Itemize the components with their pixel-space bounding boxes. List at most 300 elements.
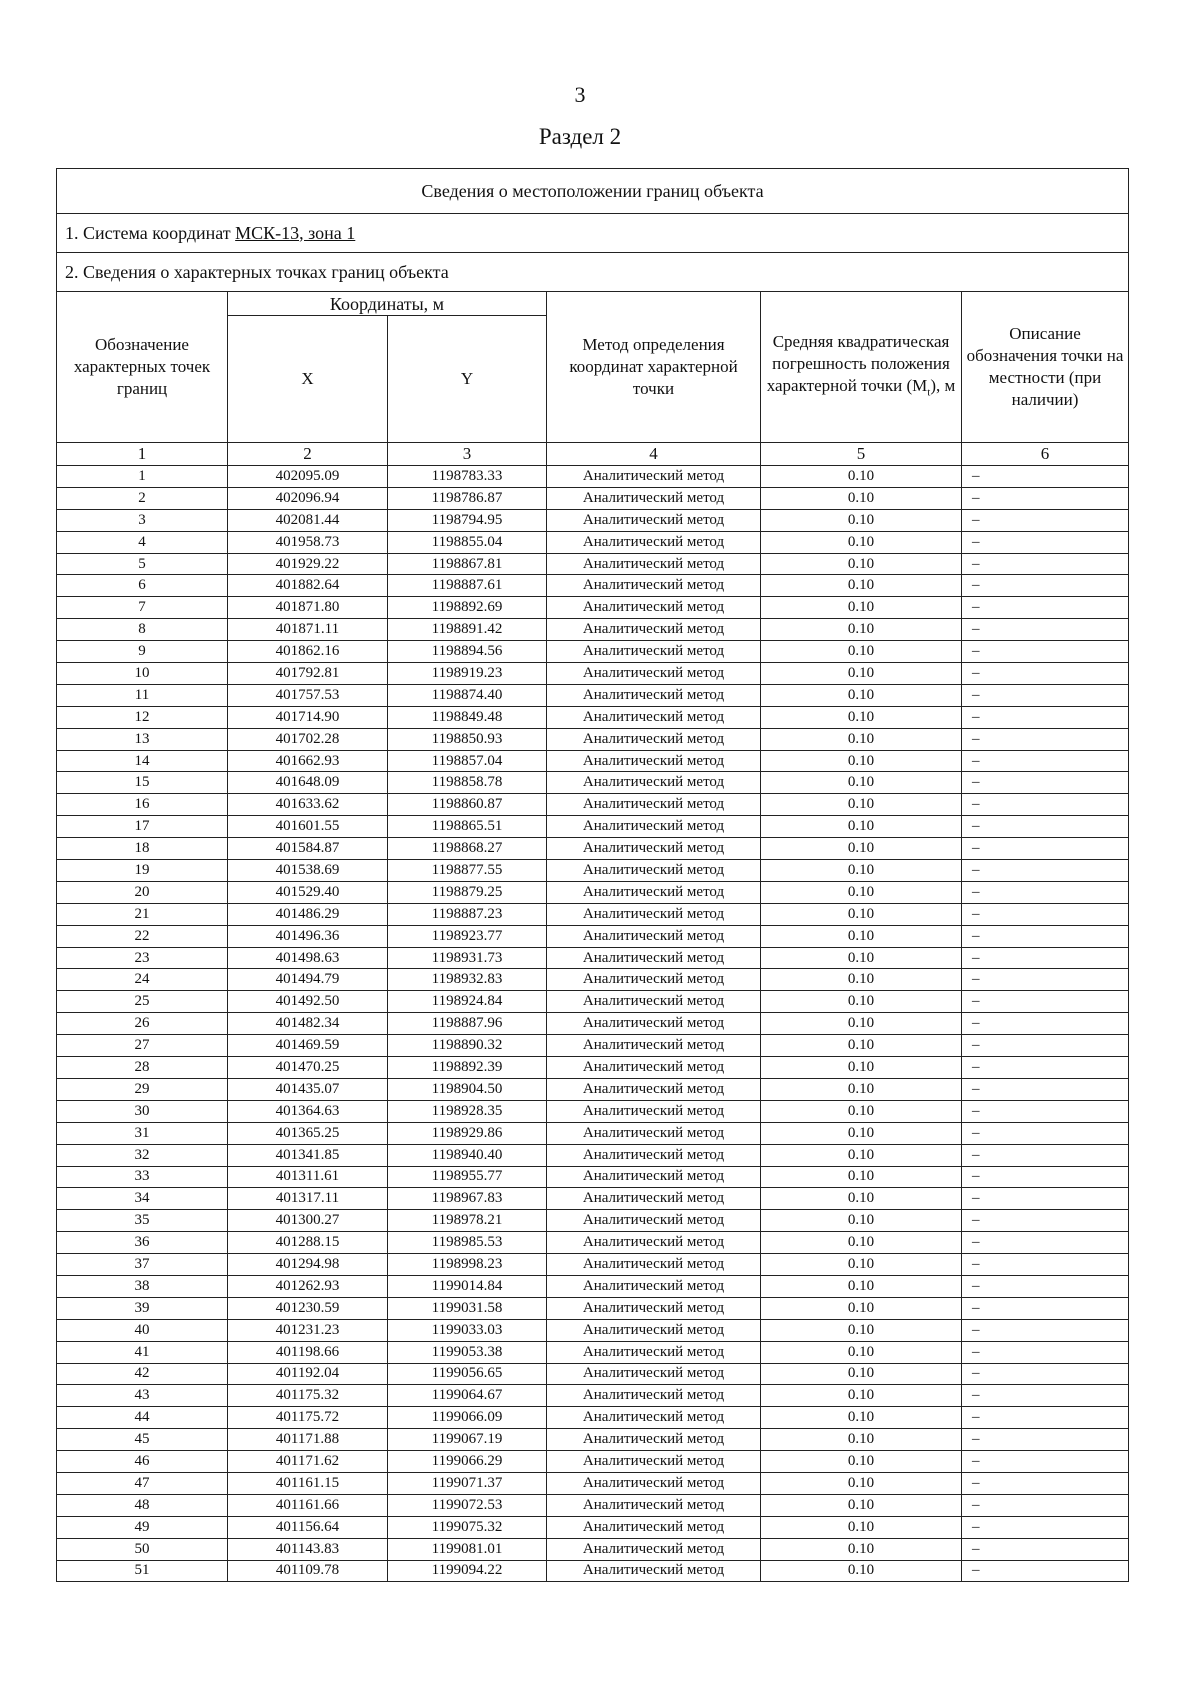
- x-cell: 401862.16: [228, 641, 388, 663]
- x-cell: 401435.07: [228, 1078, 388, 1100]
- table-row: [57, 663, 1129, 685]
- x-cell: 401311.61: [228, 1166, 388, 1188]
- table-row: [57, 531, 1129, 553]
- point-id-cell: 33: [57, 1166, 228, 1188]
- method-cell: Аналитический метод: [547, 947, 761, 969]
- method-cell: Аналитический метод: [547, 619, 761, 641]
- y-cell: 1199064.67: [388, 1385, 547, 1407]
- point-id-cell: 38: [57, 1275, 228, 1297]
- error-cell: 0.10: [761, 1451, 962, 1473]
- y-cell: 1198865.51: [388, 816, 547, 838]
- y-cell: 1199066.29: [388, 1451, 547, 1473]
- method-cell: Аналитический метод: [547, 1363, 761, 1385]
- x-cell: 402081.44: [228, 509, 388, 531]
- table-row: [57, 903, 1129, 925]
- y-cell: 1198892.39: [388, 1057, 547, 1079]
- x-cell: 401161.66: [228, 1494, 388, 1516]
- point-id-cell: 28: [57, 1057, 228, 1079]
- x-cell: 401109.78: [228, 1560, 388, 1582]
- table-row: [57, 1363, 1129, 1385]
- section-title: Раздел 2: [538, 124, 622, 149]
- x-cell: 401364.63: [228, 1100, 388, 1122]
- method-cell: Аналитический метод: [547, 925, 761, 947]
- x-cell: 401584.87: [228, 838, 388, 860]
- method-cell: Аналитический метод: [547, 684, 761, 706]
- method-cell: Аналитический метод: [547, 575, 761, 597]
- description-cell: –: [962, 947, 1129, 969]
- x-cell: 401792.81: [228, 663, 388, 685]
- error-cell: 0.10: [761, 1275, 962, 1297]
- method-cell: Аналитический метод: [547, 1254, 761, 1276]
- x-cell: 401871.11: [228, 619, 388, 641]
- table-row: [57, 619, 1129, 641]
- y-cell: 1199033.03: [388, 1319, 547, 1341]
- error-cell: 0.10: [761, 947, 962, 969]
- table-row: [57, 1122, 1129, 1144]
- point-id-cell: 13: [57, 728, 228, 750]
- x-cell: 401469.59: [228, 1035, 388, 1057]
- error-cell: 0.10: [761, 509, 962, 531]
- description-cell: –: [962, 1319, 1129, 1341]
- header-error-text: Средняя квадратическая погрешность положения характерной точки (M: [766, 331, 950, 395]
- y-cell: 1198887.61: [388, 575, 547, 597]
- x-cell: 401702.28: [228, 728, 388, 750]
- error-cell: 0.10: [761, 553, 962, 575]
- point-id-cell: 40: [57, 1319, 228, 1341]
- method-cell: Аналитический метод: [547, 838, 761, 860]
- x-cell: 401529.40: [228, 881, 388, 903]
- table-row: [57, 750, 1129, 772]
- y-cell: 1198850.93: [388, 728, 547, 750]
- info-title: Сведения о местоположении границ объекта: [57, 169, 1129, 214]
- table-row: [57, 991, 1129, 1013]
- error-cell: 0.10: [761, 1319, 962, 1341]
- x-cell: 401538.69: [228, 860, 388, 882]
- point-id-cell: 46: [57, 1451, 228, 1473]
- description-cell: –: [962, 1341, 1129, 1363]
- error-cell: 0.10: [761, 1341, 962, 1363]
- y-cell: 1198868.27: [388, 838, 547, 860]
- y-cell: 1199072.53: [388, 1494, 547, 1516]
- point-id-cell: 51: [57, 1560, 228, 1582]
- column-number: 1: [57, 443, 228, 466]
- y-cell: 1198855.04: [388, 531, 547, 553]
- error-cell: 0.10: [761, 1407, 962, 1429]
- y-cell: 1198786.87: [388, 487, 547, 509]
- point-id-cell: 16: [57, 794, 228, 816]
- column-number: 4: [547, 443, 761, 466]
- description-cell: –: [962, 509, 1129, 531]
- y-cell: 1199056.65: [388, 1363, 547, 1385]
- error-cell: 0.10: [761, 641, 962, 663]
- point-id-cell: 22: [57, 925, 228, 947]
- point-id-cell: 42: [57, 1363, 228, 1385]
- table-body: [57, 466, 1129, 1582]
- point-id-cell: 9: [57, 641, 228, 663]
- x-cell: 401470.25: [228, 1057, 388, 1079]
- error-cell: 0.10: [761, 1210, 962, 1232]
- point-id-cell: 25: [57, 991, 228, 1013]
- x-cell: 401496.36: [228, 925, 388, 947]
- table-row: [57, 925, 1129, 947]
- description-cell: –: [962, 881, 1129, 903]
- table-row: [57, 1407, 1129, 1429]
- description-cell: –: [962, 750, 1129, 772]
- point-id-cell: 15: [57, 772, 228, 794]
- point-id-cell: 29: [57, 1078, 228, 1100]
- method-cell: Аналитический метод: [547, 1122, 761, 1144]
- y-cell: 1198877.55: [388, 860, 547, 882]
- x-cell: 401498.63: [228, 947, 388, 969]
- table-row: [57, 860, 1129, 882]
- table-row: [57, 1472, 1129, 1494]
- description-cell: –: [962, 991, 1129, 1013]
- method-cell: Аналитический метод: [547, 1341, 761, 1363]
- error-cell: 0.10: [761, 1297, 962, 1319]
- x-cell: 401171.62: [228, 1451, 388, 1473]
- error-cell: 0.10: [761, 597, 962, 619]
- point-id-cell: 12: [57, 706, 228, 728]
- table-row: [57, 1275, 1129, 1297]
- table-row: [57, 1013, 1129, 1035]
- error-cell: 0.10: [761, 903, 962, 925]
- x-cell: 401662.93: [228, 750, 388, 772]
- method-cell: Аналитический метод: [547, 1232, 761, 1254]
- method-cell: Аналитический метод: [547, 1385, 761, 1407]
- x-cell: 401486.29: [228, 903, 388, 925]
- table-row: [57, 1341, 1129, 1363]
- method-cell: Аналитический метод: [547, 816, 761, 838]
- point-id-cell: 8: [57, 619, 228, 641]
- error-cell: 0.10: [761, 1494, 962, 1516]
- method-cell: Аналитический метод: [547, 860, 761, 882]
- error-cell: 0.10: [761, 1188, 962, 1210]
- x-cell: 401161.15: [228, 1472, 388, 1494]
- description-cell: –: [962, 1472, 1129, 1494]
- point-id-cell: 47: [57, 1472, 228, 1494]
- y-cell: 1198858.78: [388, 772, 547, 794]
- point-id-cell: 32: [57, 1144, 228, 1166]
- method-cell: Аналитический метод: [547, 1297, 761, 1319]
- x-cell: 401262.93: [228, 1275, 388, 1297]
- header-point: Обозначение характерных точек границ: [57, 292, 228, 443]
- method-cell: Аналитический метод: [547, 881, 761, 903]
- description-cell: –: [962, 597, 1129, 619]
- error-cell: 0.10: [761, 1472, 962, 1494]
- x-cell: 401156.64: [228, 1516, 388, 1538]
- table-row: [57, 1078, 1129, 1100]
- method-cell: Аналитический метод: [547, 1210, 761, 1232]
- y-cell: 1198923.77: [388, 925, 547, 947]
- error-cell: 0.10: [761, 487, 962, 509]
- header-y: Y: [388, 316, 547, 443]
- y-cell: 1199053.38: [388, 1341, 547, 1363]
- error-cell: 0.10: [761, 1166, 962, 1188]
- description-cell: –: [962, 684, 1129, 706]
- table-row: [57, 1254, 1129, 1276]
- y-cell: 1198929.86: [388, 1122, 547, 1144]
- description-cell: –: [962, 969, 1129, 991]
- y-cell: 1198998.23: [388, 1254, 547, 1276]
- x-cell: 401175.72: [228, 1407, 388, 1429]
- x-cell: 401175.32: [228, 1385, 388, 1407]
- error-cell: 0.10: [761, 684, 962, 706]
- y-cell: 1199071.37: [388, 1472, 547, 1494]
- y-cell: 1198874.40: [388, 684, 547, 706]
- description-cell: –: [962, 903, 1129, 925]
- description-cell: –: [962, 1538, 1129, 1560]
- description-cell: –: [962, 1516, 1129, 1538]
- error-cell: 0.10: [761, 575, 962, 597]
- method-cell: Аналитический метод: [547, 1166, 761, 1188]
- error-cell: 0.10: [761, 1560, 962, 1582]
- y-cell: 1198887.23: [388, 903, 547, 925]
- point-id-cell: 37: [57, 1254, 228, 1276]
- error-cell: 0.10: [761, 1100, 962, 1122]
- method-cell: Аналитический метод: [547, 1472, 761, 1494]
- method-cell: Аналитический метод: [547, 1407, 761, 1429]
- error-cell: 0.10: [761, 706, 962, 728]
- point-id-cell: 35: [57, 1210, 228, 1232]
- table-row: [57, 772, 1129, 794]
- description-cell: –: [962, 641, 1129, 663]
- error-cell: 0.10: [761, 1057, 962, 1079]
- point-id-cell: 4: [57, 531, 228, 553]
- description-cell: –: [962, 772, 1129, 794]
- y-cell: 1198783.33: [388, 466, 547, 488]
- point-id-cell: 36: [57, 1232, 228, 1254]
- x-cell: 401192.04: [228, 1363, 388, 1385]
- method-cell: Аналитический метод: [547, 1188, 761, 1210]
- method-cell: Аналитический метод: [547, 903, 761, 925]
- description-cell: –: [962, 663, 1129, 685]
- method-cell: Аналитический метод: [547, 991, 761, 1013]
- description-cell: –: [962, 1035, 1129, 1057]
- description-cell: –: [962, 1363, 1129, 1385]
- method-cell: Аналитический метод: [547, 1013, 761, 1035]
- table-row: [57, 728, 1129, 750]
- error-cell: 0.10: [761, 925, 962, 947]
- y-cell: 1198928.35: [388, 1100, 547, 1122]
- x-cell: 401198.66: [228, 1341, 388, 1363]
- description-cell: –: [962, 1429, 1129, 1451]
- x-cell: 401648.09: [228, 772, 388, 794]
- table-row: [57, 947, 1129, 969]
- y-cell: 1198919.23: [388, 663, 547, 685]
- column-number: 6: [962, 443, 1129, 466]
- table-row: [57, 706, 1129, 728]
- description-cell: –: [962, 1232, 1129, 1254]
- description-cell: –: [962, 838, 1129, 860]
- method-cell: Аналитический метод: [547, 1144, 761, 1166]
- y-cell: 1198890.32: [388, 1035, 547, 1057]
- header-error: [761, 292, 962, 443]
- column-number: 3: [388, 443, 547, 466]
- description-cell: –: [962, 1122, 1129, 1144]
- point-id-cell: 10: [57, 663, 228, 685]
- point-id-cell: 3: [57, 509, 228, 531]
- y-cell: 1199094.22: [388, 1560, 547, 1582]
- method-cell: Аналитический метод: [547, 969, 761, 991]
- description-cell: –: [962, 1275, 1129, 1297]
- method-cell: Аналитический метод: [547, 1429, 761, 1451]
- point-id-cell: 17: [57, 816, 228, 838]
- error-cell: 0.10: [761, 1363, 962, 1385]
- method-cell: Аналитический метод: [547, 750, 761, 772]
- y-cell: 1198932.83: [388, 969, 547, 991]
- x-cell: 401294.98: [228, 1254, 388, 1276]
- error-cell: 0.10: [761, 794, 962, 816]
- y-cell: 1199067.19: [388, 1429, 547, 1451]
- error-cell: 0.10: [761, 991, 962, 1013]
- table-row: [57, 1560, 1129, 1582]
- description-cell: –: [962, 1451, 1129, 1473]
- x-cell: 401230.59: [228, 1297, 388, 1319]
- description-cell: –: [962, 619, 1129, 641]
- header-error-unit: ), м: [930, 375, 956, 395]
- x-cell: 401317.11: [228, 1188, 388, 1210]
- description-cell: –: [962, 466, 1129, 488]
- point-id-cell: 11: [57, 684, 228, 706]
- description-cell: –: [962, 1210, 1129, 1232]
- table-row: [57, 1297, 1129, 1319]
- point-id-cell: 7: [57, 597, 228, 619]
- y-cell: 1198894.56: [388, 641, 547, 663]
- description-cell: –: [962, 1144, 1129, 1166]
- method-cell: Аналитический метод: [547, 1451, 761, 1473]
- x-cell: 401882.64: [228, 575, 388, 597]
- point-id-cell: 45: [57, 1429, 228, 1451]
- y-cell: 1198904.50: [388, 1078, 547, 1100]
- table-row: [57, 1319, 1129, 1341]
- point-id-cell: 48: [57, 1494, 228, 1516]
- x-cell: 401601.55: [228, 816, 388, 838]
- error-cell: 0.10: [761, 1385, 962, 1407]
- y-cell: 1198887.96: [388, 1013, 547, 1035]
- table-row: [57, 1232, 1129, 1254]
- x-cell: 401492.50: [228, 991, 388, 1013]
- x-cell: 402095.09: [228, 466, 388, 488]
- y-cell: 1198985.53: [388, 1232, 547, 1254]
- y-cell: 1198794.95: [388, 509, 547, 531]
- x-cell: 401365.25: [228, 1122, 388, 1144]
- error-cell: 0.10: [761, 1516, 962, 1538]
- error-cell: 0.10: [761, 531, 962, 553]
- y-cell: 1199014.84: [388, 1275, 547, 1297]
- error-cell: 0.10: [761, 816, 962, 838]
- column-number: 2: [228, 443, 388, 466]
- error-cell: 0.10: [761, 969, 962, 991]
- method-cell: Аналитический метод: [547, 1035, 761, 1057]
- table-row: [57, 1516, 1129, 1538]
- method-cell: Аналитический метод: [547, 706, 761, 728]
- y-cell: 1199075.32: [388, 1516, 547, 1538]
- method-cell: Аналитический метод: [547, 1494, 761, 1516]
- description-cell: –: [962, 1078, 1129, 1100]
- y-cell: 1198849.48: [388, 706, 547, 728]
- method-cell: Аналитический метод: [547, 1078, 761, 1100]
- table-row: [57, 553, 1129, 575]
- x-cell: 401482.34: [228, 1013, 388, 1035]
- boundary-points-table: [56, 168, 1129, 1582]
- description-cell: –: [962, 816, 1129, 838]
- table-row: [57, 641, 1129, 663]
- y-cell: 1198978.21: [388, 1210, 547, 1232]
- point-id-cell: 26: [57, 1013, 228, 1035]
- error-cell: 0.10: [761, 1429, 962, 1451]
- error-cell: 0.10: [761, 663, 962, 685]
- point-id-cell: 34: [57, 1188, 228, 1210]
- description-cell: –: [962, 553, 1129, 575]
- table-row: [57, 1451, 1129, 1473]
- description-cell: –: [962, 487, 1129, 509]
- y-cell: 1198891.42: [388, 619, 547, 641]
- coord-system-label: 1. Система координат: [65, 222, 236, 243]
- x-cell: 402096.94: [228, 487, 388, 509]
- method-cell: Аналитический метод: [547, 509, 761, 531]
- header-coords: Координаты, м: [228, 292, 547, 316]
- method-cell: Аналитический метод: [547, 1100, 761, 1122]
- description-cell: –: [962, 1254, 1129, 1276]
- error-cell: 0.10: [761, 619, 962, 641]
- points-heading: 2. Сведения о характерных точках границ объекта: [57, 253, 1129, 292]
- error-cell: 0.10: [761, 1232, 962, 1254]
- method-cell: Аналитический метод: [547, 1057, 761, 1079]
- point-id-cell: 43: [57, 1385, 228, 1407]
- point-id-cell: 21: [57, 903, 228, 925]
- table-row: [57, 969, 1129, 991]
- table-row: [57, 1210, 1129, 1232]
- point-id-cell: 44: [57, 1407, 228, 1429]
- description-cell: –: [962, 860, 1129, 882]
- error-cell: 0.10: [761, 728, 962, 750]
- y-cell: 1198860.87: [388, 794, 547, 816]
- x-cell: 401633.62: [228, 794, 388, 816]
- description-cell: –: [962, 1057, 1129, 1079]
- table-row: [57, 575, 1129, 597]
- y-cell: 1198892.69: [388, 597, 547, 619]
- column-number-row: [57, 443, 1129, 466]
- x-cell: 401288.15: [228, 1232, 388, 1254]
- y-cell: 1198867.81: [388, 553, 547, 575]
- method-cell: Аналитический метод: [547, 597, 761, 619]
- method-cell: Аналитический метод: [547, 1275, 761, 1297]
- description-cell: –: [962, 794, 1129, 816]
- x-cell: 401494.79: [228, 969, 388, 991]
- x-cell: 401231.23: [228, 1319, 388, 1341]
- column-number: 5: [761, 443, 962, 466]
- point-id-cell: 24: [57, 969, 228, 991]
- error-cell: 0.10: [761, 1078, 962, 1100]
- error-cell: 0.10: [761, 1254, 962, 1276]
- error-cell: 0.10: [761, 772, 962, 794]
- table-row: [57, 1035, 1129, 1057]
- description-cell: –: [962, 706, 1129, 728]
- y-cell: 1198955.77: [388, 1166, 547, 1188]
- point-id-cell: 1: [57, 466, 228, 488]
- point-id-cell: 23: [57, 947, 228, 969]
- table-row: [57, 509, 1129, 531]
- description-cell: –: [962, 1385, 1129, 1407]
- x-cell: 401341.85: [228, 1144, 388, 1166]
- description-cell: –: [962, 1560, 1129, 1582]
- y-cell: 1198857.04: [388, 750, 547, 772]
- point-id-cell: 20: [57, 881, 228, 903]
- description-cell: –: [962, 728, 1129, 750]
- table-row: [57, 684, 1129, 706]
- error-cell: 0.10: [761, 860, 962, 882]
- table-row: [57, 1057, 1129, 1079]
